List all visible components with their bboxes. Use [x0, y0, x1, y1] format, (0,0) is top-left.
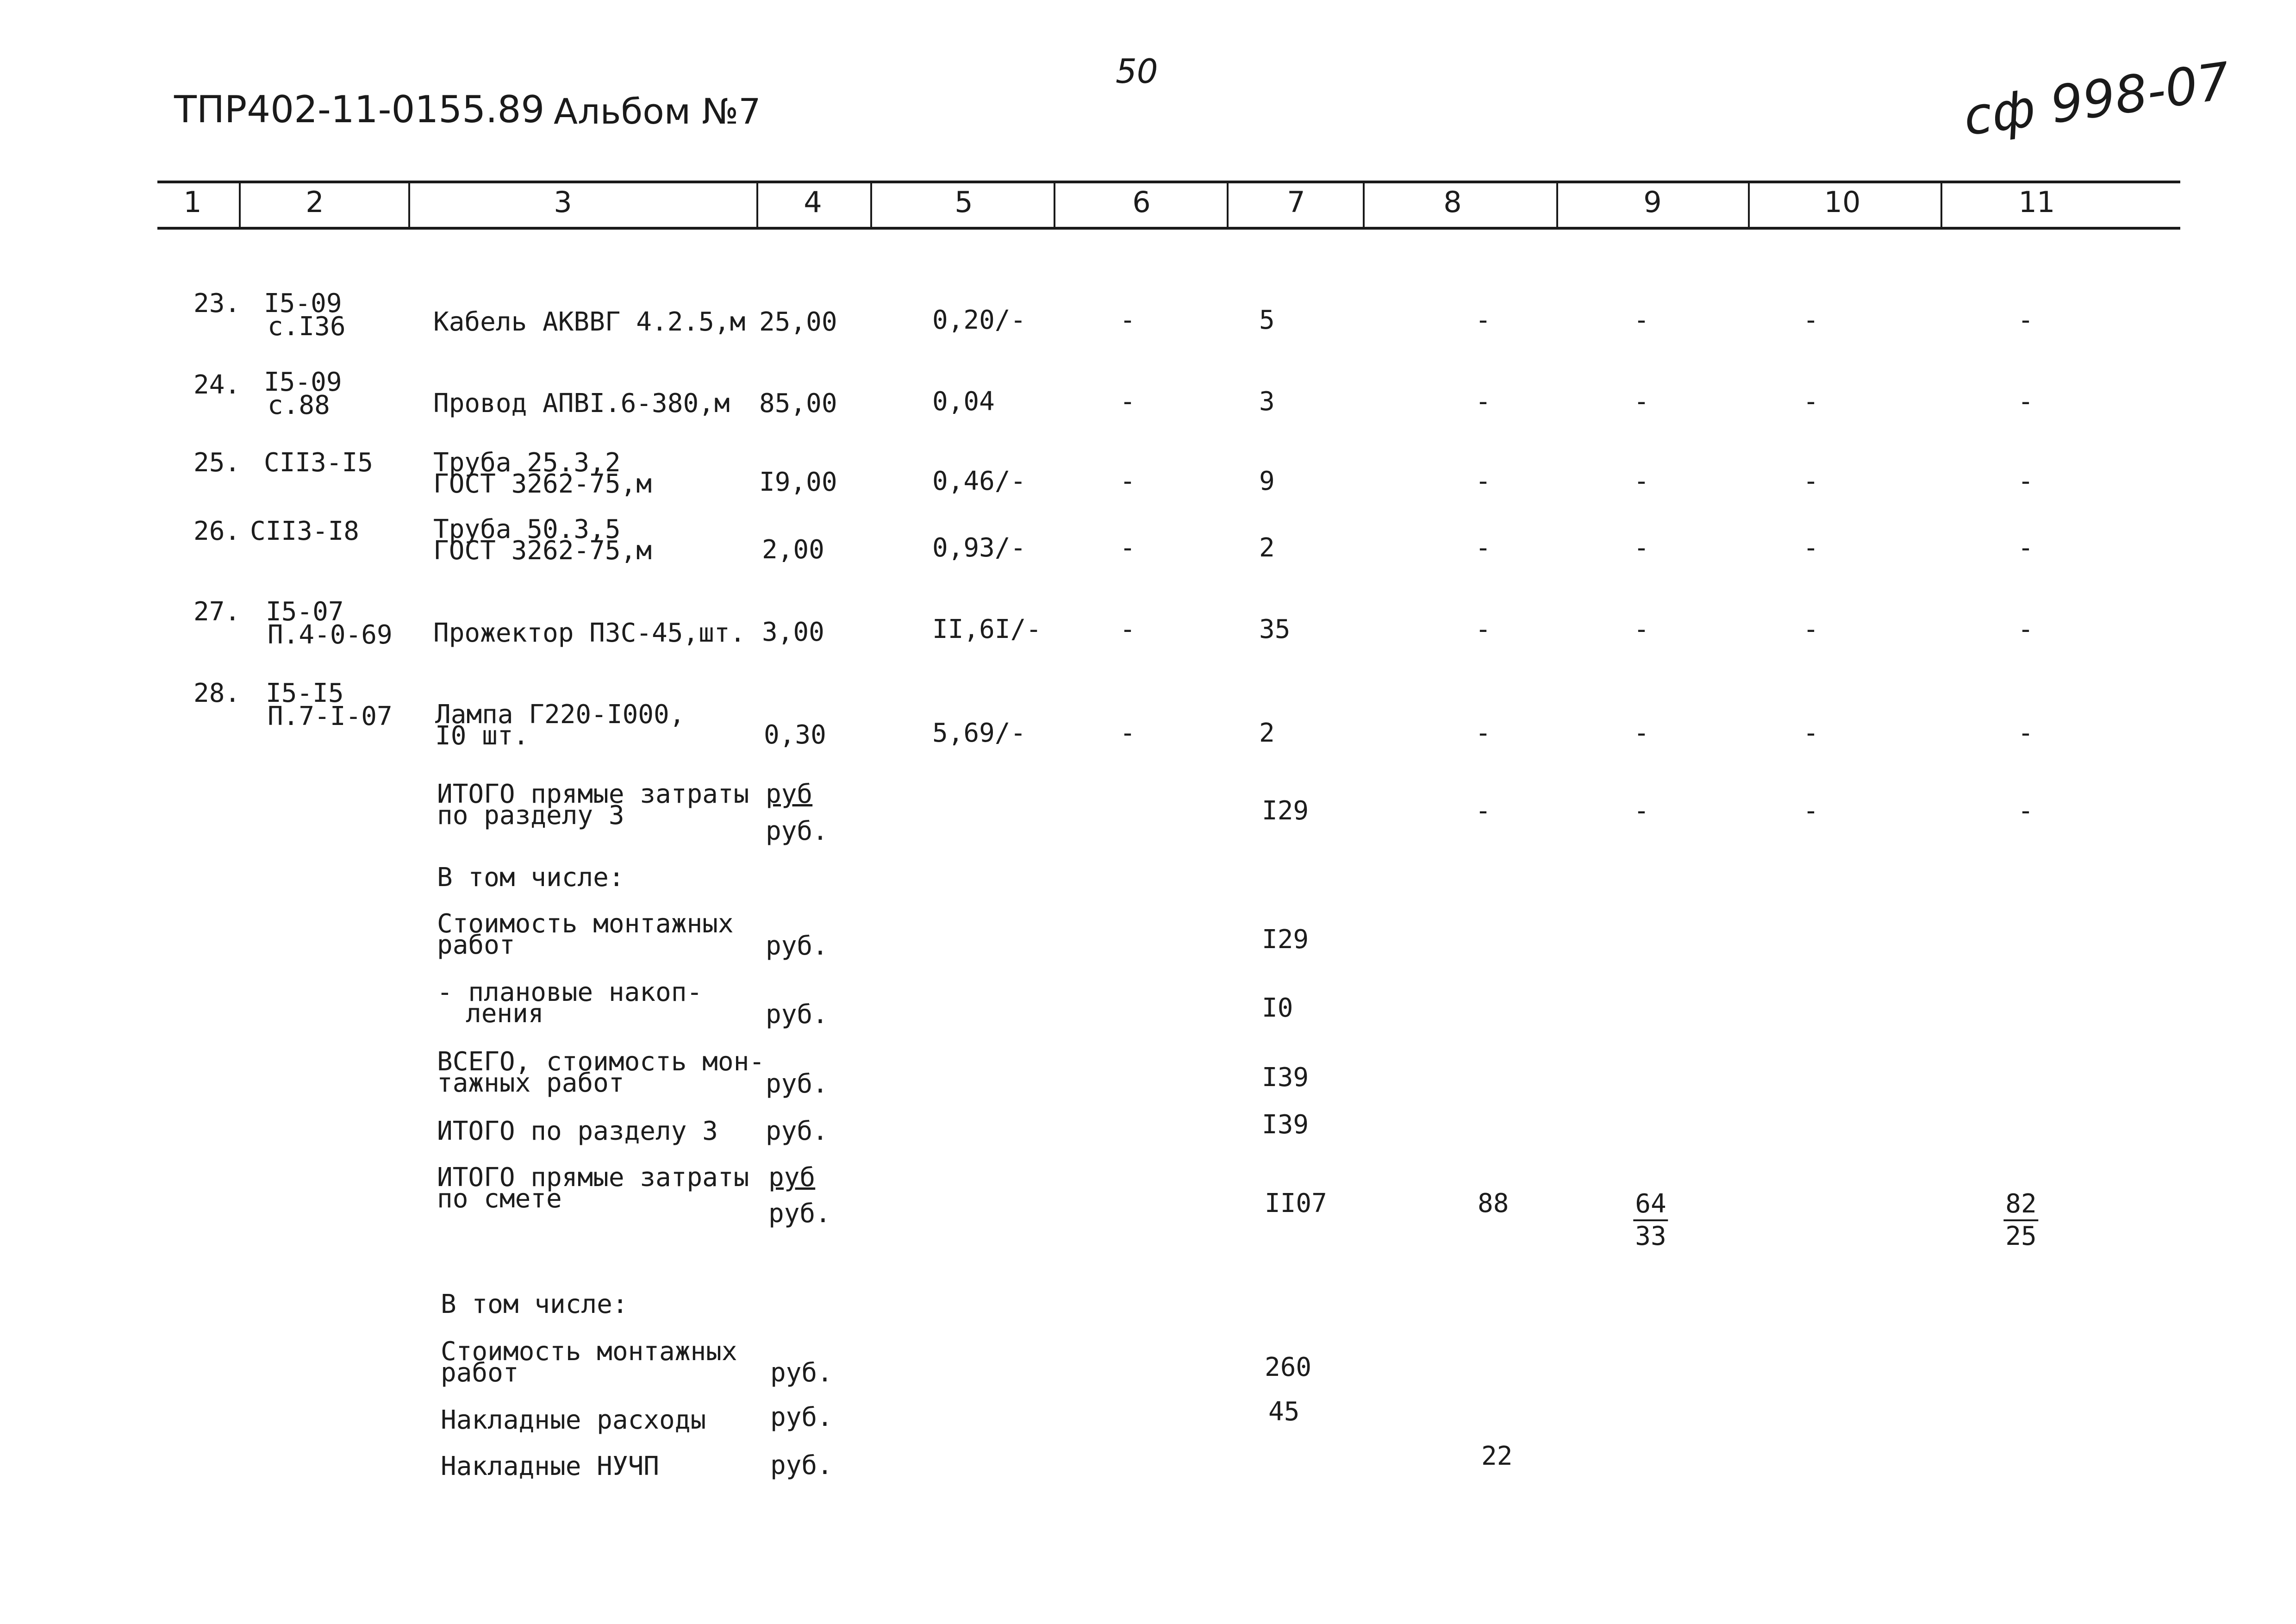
summary-total: I39 — [1262, 1062, 1309, 1093]
cell-col10: - — [1803, 718, 1819, 748]
summary-unit: руб. — [770, 1358, 833, 1388]
summary-label: Накладные расходы — [441, 1405, 706, 1435]
cell-col6: - — [1120, 614, 1136, 644]
total-cost: 5 — [1259, 305, 1275, 335]
column-divider — [756, 181, 758, 228]
cell-col6: - — [1120, 533, 1136, 563]
summary-unit: руб. — [770, 1450, 833, 1480]
archive-stamp: сф 998-07 — [1959, 51, 2234, 147]
document-code: ТПР402-11-0155.89 — [174, 88, 545, 131]
summary-unit: руб. — [766, 1116, 828, 1146]
cell-col11: - — [2018, 387, 2034, 417]
cell-col8: 22 — [1481, 1441, 1513, 1471]
summary-label-line1: ИТОГО прямые затраты — [437, 1162, 749, 1193]
including-label: В том числе: — [441, 1289, 628, 1319]
column-divider — [1556, 181, 1558, 228]
quantity: I9,00 — [759, 467, 837, 497]
cell-col9: - — [1634, 718, 1649, 748]
fraction-numerator: 82 — [2003, 1189, 2038, 1221]
cell-col8: - — [1475, 466, 1491, 496]
cell-col6: - — [1120, 387, 1136, 417]
total-cost: 2 — [1259, 718, 1275, 748]
cell-col9: - — [1634, 533, 1649, 563]
cell-col6: - — [1120, 305, 1136, 335]
total-cost: 9 — [1259, 466, 1275, 496]
unit-cost: 0,93/- — [932, 533, 1026, 563]
norm-reference: I5-I5 — [266, 678, 344, 708]
summary-unit-top: руб — [768, 1162, 816, 1193]
summary-label-line2: работ — [437, 930, 515, 960]
album-label: Альбом №7 — [554, 91, 761, 132]
summary-label-line1: Стоимость монтажных — [441, 1337, 737, 1367]
summary-label-line2: работ — [441, 1358, 519, 1388]
column-divider — [1940, 181, 1942, 228]
norm-reference-page: с.I36 — [268, 312, 346, 342]
item-name-line1: Труба 25.3,2 — [433, 448, 621, 478]
row-number: 23. — [193, 288, 241, 319]
cell-col9: - — [1634, 305, 1649, 335]
item-name-line1: Лампа Г220-I000, — [435, 700, 685, 730]
summary-unit: руб. — [770, 1402, 833, 1432]
cell-col8: - — [1475, 796, 1491, 826]
page-number: 50 — [1116, 52, 1158, 91]
item-name-line1: Труба 50.3,5 — [433, 514, 621, 544]
quantity: 85,00 — [759, 388, 837, 418]
cell-col10: - — [1803, 305, 1819, 335]
summary-unit-top: руб — [766, 779, 813, 809]
column-divider — [239, 181, 241, 228]
cell-col6: - — [1120, 466, 1136, 496]
summary-total: 45 — [1268, 1397, 1300, 1427]
cell-col8: 88 — [1478, 1188, 1509, 1218]
summary-total: I39 — [1262, 1110, 1309, 1140]
row-number: 28. — [193, 678, 241, 708]
norm-reference: I5-09 — [264, 367, 342, 397]
column-header-6: 6 — [1132, 185, 1151, 219]
summary-total: II07 — [1265, 1188, 1327, 1218]
summary-label-line1: ИТОГО прямые затраты — [437, 779, 749, 809]
summary-label-line2: по смете — [437, 1184, 562, 1214]
summary-label-line2: по разделу 3 — [437, 800, 624, 831]
column-header-2: 2 — [306, 185, 324, 219]
fraction-denominator: 25 — [2005, 1221, 2037, 1251]
unit-cost: 5,69/- — [932, 718, 1026, 748]
summary-label: Накладные НУЧП — [441, 1451, 660, 1481]
item-name: Кабель АКВВГ 4.2.5,м — [433, 307, 746, 337]
cell-col11: - — [2018, 305, 2034, 335]
row-number: 24. — [193, 370, 241, 400]
row-number: 25. — [193, 448, 241, 478]
column-divider — [408, 181, 410, 228]
item-name-line2: ГОСТ 3262-75,м — [433, 536, 652, 566]
cell-col8: - — [1475, 533, 1491, 563]
norm-reference-page: П.4-0-69 — [268, 620, 393, 650]
column-header-10: 10 — [1824, 185, 1861, 219]
quantity: 25,00 — [759, 307, 837, 337]
quantity: 3,00 — [762, 617, 824, 647]
cell-col11: - — [2018, 718, 2034, 748]
summary-unit-bottom: руб. — [768, 1199, 831, 1229]
summary-label-line1: Стоимость монтажных — [437, 909, 734, 939]
fraction-col9 — [1633, 1189, 1668, 1252]
summary-total: I29 — [1262, 796, 1309, 826]
summary-label-line2: ления — [466, 999, 544, 1029]
cell-col10: - — [1803, 466, 1819, 496]
including-label: В том числе: — [437, 862, 624, 893]
column-header-8: 8 — [1443, 185, 1462, 219]
cell-col9: - — [1634, 796, 1649, 826]
table-top-rule — [157, 181, 2180, 183]
cell-col9: - — [1634, 614, 1649, 644]
row-number: 27. — [193, 597, 241, 627]
row-number: 26. — [193, 516, 241, 546]
fraction-col11 — [2003, 1189, 2038, 1252]
summary-unit: руб. — [766, 931, 828, 961]
unit-cost: 0,20/- — [932, 305, 1026, 335]
norm-reference: I5-07 — [266, 597, 344, 627]
column-header-9: 9 — [1643, 185, 1662, 219]
cell-col9: - — [1634, 387, 1649, 417]
summary-label-line2: тажных работ — [437, 1068, 624, 1098]
norm-reference: I5-09 — [264, 288, 342, 319]
norm-reference: СII3-I5 — [264, 448, 374, 478]
cell-col10: - — [1803, 796, 1819, 826]
column-divider — [1748, 181, 1750, 228]
quantity: 0,30 — [764, 720, 826, 750]
unit-cost: 0,46/- — [932, 466, 1026, 496]
summary-total: I29 — [1262, 924, 1309, 955]
item-name: Прожектор ПЗС-45,шт. — [433, 618, 746, 648]
column-header-5: 5 — [955, 185, 973, 219]
summary-total: I0 — [1262, 993, 1293, 1023]
fraction-denominator: 33 — [1635, 1221, 1666, 1251]
cell-col11: - — [2018, 796, 2034, 826]
fraction-numerator: 64 — [1633, 1189, 1668, 1221]
cell-col10: - — [1803, 533, 1819, 563]
unit-cost: 0,04 — [932, 387, 995, 417]
cell-col8: - — [1475, 305, 1491, 335]
summary-unit: руб. — [766, 1069, 828, 1099]
cell-col10: - — [1803, 387, 1819, 417]
cell-col11: - — [2018, 466, 2034, 496]
column-header-3: 3 — [554, 185, 572, 219]
unit-cost: II,6I/- — [932, 614, 1042, 644]
item-name-line2: I0 шт. — [435, 721, 529, 751]
table-header-bottom-rule — [157, 227, 2180, 230]
cell-col8: - — [1475, 718, 1491, 748]
total-cost: 35 — [1259, 614, 1291, 644]
summary-label-line1: - плановые накоп- — [437, 977, 703, 1007]
column-header-1: 1 — [183, 185, 202, 219]
item-name: Провод АПВI.6-380,м — [433, 388, 730, 418]
cell-col8: - — [1475, 614, 1491, 644]
total-cost: 2 — [1259, 533, 1275, 563]
summary-label-line1: ВСЕГО, стоимость мон- — [437, 1047, 765, 1077]
column-divider — [1363, 181, 1365, 228]
column-header-7: 7 — [1287, 185, 1305, 219]
cell-col11: - — [2018, 614, 2034, 644]
column-header-4: 4 — [804, 185, 822, 219]
cell-col11: - — [2018, 533, 2034, 563]
item-name-line2: ГОСТ 3262-75,м — [433, 469, 652, 499]
column-divider — [870, 181, 872, 228]
cell-col10: - — [1803, 614, 1819, 644]
cell-col9: - — [1634, 466, 1649, 496]
norm-reference-page: П.7-I-07 — [268, 701, 393, 731]
cell-col6: - — [1120, 718, 1136, 748]
cell-col8: - — [1475, 387, 1491, 417]
column-header-11: 11 — [2018, 185, 2055, 219]
summary-unit-bottom: руб. — [766, 816, 828, 846]
summary-total: 260 — [1265, 1352, 1312, 1382]
norm-reference: СII3-I8 — [250, 516, 360, 546]
quantity: 2,00 — [762, 535, 824, 565]
norm-reference-page: с.88 — [268, 390, 330, 420]
column-divider — [1054, 181, 1055, 228]
column-divider — [1227, 181, 1229, 228]
summary-label: ИТОГО по разделу 3 — [437, 1116, 718, 1146]
summary-unit: руб. — [766, 999, 828, 1030]
total-cost: 3 — [1259, 387, 1275, 417]
